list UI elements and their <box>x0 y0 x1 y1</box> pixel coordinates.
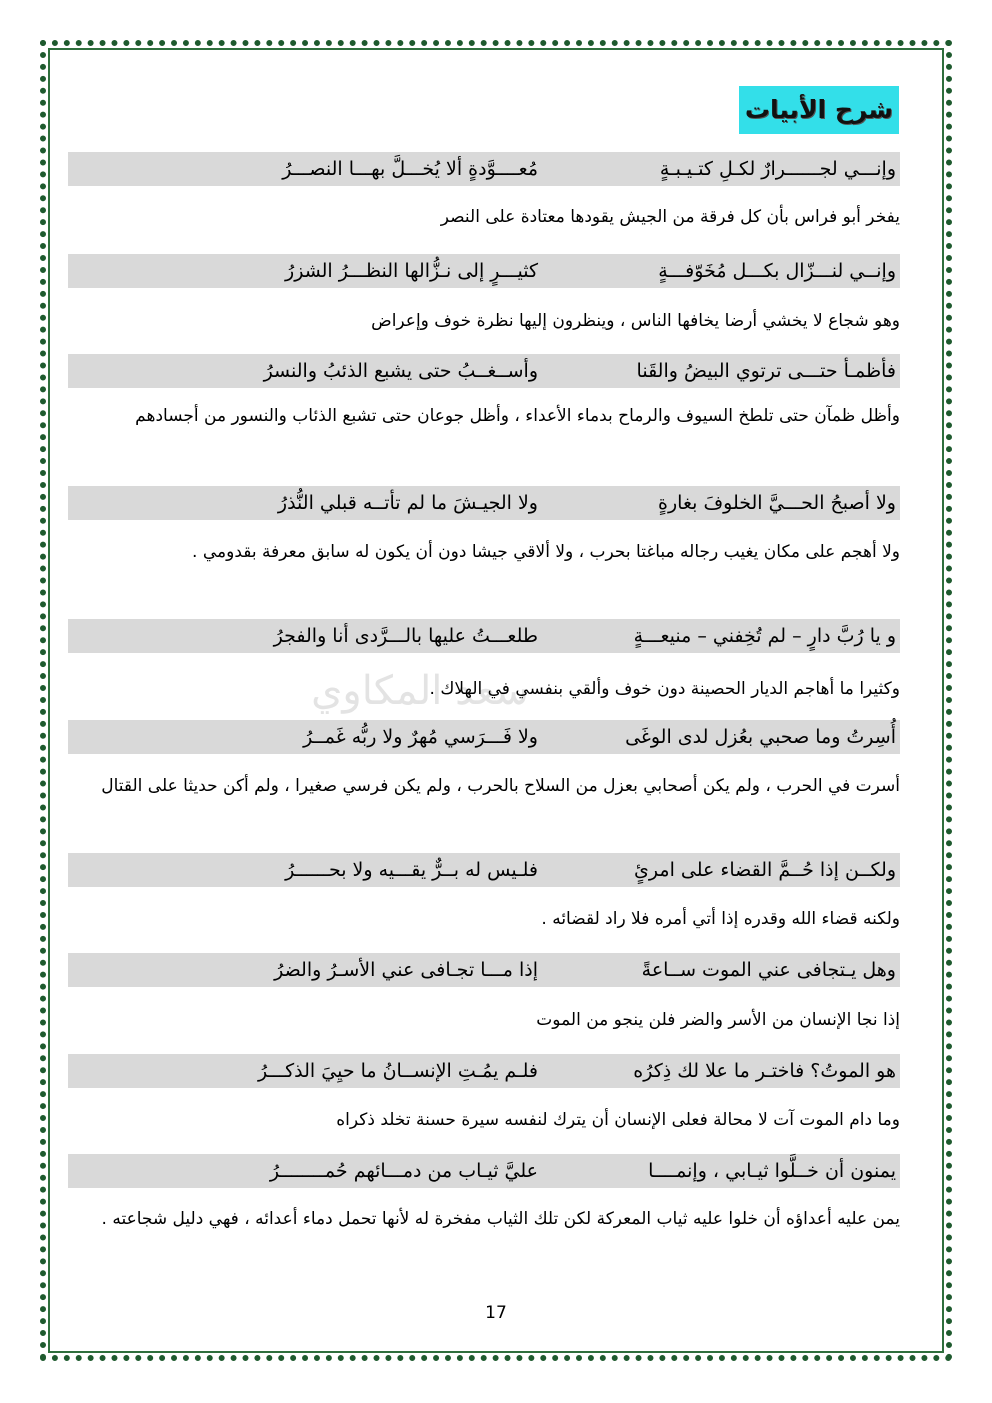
verse-first-hemistich: ولا أصبحُ الحـــيَّ الخلوفَ بغارةٍ <box>658 492 896 514</box>
verse-second-hemistich: كثيـــرٍ إلى نـزُّالها النظـــرُ الشزرُ <box>285 260 538 282</box>
verse-first-hemistich: وهل يـتجافى عني الموت ســاعةً <box>641 959 896 981</box>
verse-line <box>68 953 900 987</box>
verse-explanation: يمن عليه أعداؤه أن خلوا عليه ثياب المعركة لكن تلك الثياب مفخرة له لأنها تحمل دماء أعدائه ، فهي دليل شجاعته . <box>101 1209 900 1229</box>
verse-explanation: ولكنه قضاء الله وقدره إذا أتي أمره فلا راد لقضائه . <box>541 909 900 929</box>
verse-line <box>68 853 900 887</box>
verse-first-hemistich: وإنــي لنـــزّال بكـــل مُخَوّفـــةٍ <box>658 260 896 282</box>
verse-explanation: وأظل ظمآن حتى تلطخ السيوف والرماح بدماء الأعداء ، وأظل جوعان حتى تشبع الذئاب والنسور من أجسادهم <box>135 406 900 426</box>
verse-line <box>68 152 900 186</box>
verse-explanation: وكثيرا ما أهاجم الديار الحصينة دون خوف وألقي بنفسي في الهلاك . <box>429 679 900 699</box>
verse-line <box>68 486 900 520</box>
watermark: سعد المكاوي <box>311 668 529 714</box>
verse-explanation: ولا أهجم على مكان يغيب رجاله مباغتا بحرب ، ولا ألاقي جيشا دون أن يكون له سابق معرفة بقدومي . <box>192 542 900 562</box>
verse-second-hemistich: فلـيس له بــرٌّ يقـــيه ولا بحــــــرُ <box>285 859 538 881</box>
verse-explanation: وهو شجاع لا يخشي أرضا يخافها الناس ، وينظرون إليها نظرة خوف وإعراض <box>371 311 900 331</box>
verse-second-hemistich: ولا فَـــرَسي مُهرٌ ولا ربُّه غَمــرُ <box>303 726 538 748</box>
verse-first-hemistich: ولكــن إذا حُــمَّ القضاء على امرئٍ <box>634 859 896 881</box>
verse-line <box>68 1054 900 1088</box>
verse-explanation: يفخر أبو فراس بأن كل فرقة من الجيش يقودها معتادة على النصر <box>440 207 900 227</box>
verse-second-hemistich: وأســغــبُ حتى يشبع الذئبُ والنسرُ <box>263 360 538 382</box>
verse-second-hemistich: عليَّ ثيـاب من دمـــائهم حُمــــــــرُ <box>269 1160 538 1182</box>
verse-line <box>68 1154 900 1188</box>
verse-explanation: أسرت في الحرب ، ولم يكن أصحابي بعزل من السلاح بالحرب ، ولم يكن فرسي صغيرا ، ولم أكن حديثا على القتال <box>101 776 900 796</box>
verse-first-hemistich: وإنـــي لجــــــرارٌ لكـلِ كتـيـبـةٍ <box>659 158 896 180</box>
verse-second-hemistich: ولا الجيـشَ ما لم تأتــه قبلي النُّذرُ <box>277 492 538 514</box>
verse-explanation: وما دام الموت آت لا محالة فعلى الإنسان أن يترك لنفسه سيرة حسنة تخلد ذكراه <box>336 1110 900 1130</box>
verse-explanation: إذا نجا الإنسان من الأسر والضر فلن ينجو من الموت <box>536 1010 900 1030</box>
verse-first-hemistich: فأظمـأ حتـــى ترتوي البيضُ والقَنا <box>636 360 896 382</box>
verse-line <box>68 720 900 754</box>
verse-second-hemistich: مُعــــوَّدةٍ ألا يُخـــلَّ بهـــا النصـــرُ <box>282 158 538 180</box>
verse-line <box>68 354 900 388</box>
verse-first-hemistich: أُسِرتُ وما صحبي بعُزل لدى الوغَى <box>625 726 896 748</box>
verse-second-hemistich: طلعـــتُ عليها بالـــرَّدى أنا والفجرُ <box>273 625 538 647</box>
section-heading: شرح الأبيات <box>739 86 899 134</box>
verse-line <box>68 254 900 288</box>
verse-first-hemistich: يمنون أن خــلَّوا ثيـابي ، وإنمــــا <box>648 1160 896 1182</box>
verse-second-hemistich: إذا مـــا تجـافى عني الأسـرُ والضرُ <box>274 959 538 981</box>
verse-first-hemistich: هو الموتُ؟ فاختـر ما علا لك ذِكرُه <box>633 1060 896 1082</box>
page-number: 17 <box>485 1303 507 1323</box>
verse-second-hemistich: فلـم يمُـتِ الإنســانُ ما حيِيَ الذكـــرُ <box>257 1060 538 1082</box>
verse-line <box>68 619 900 653</box>
verse-first-hemistich: و يا رُبَّ دارٍ – لم تُخِفني – منيعـــةٍ <box>633 625 896 647</box>
